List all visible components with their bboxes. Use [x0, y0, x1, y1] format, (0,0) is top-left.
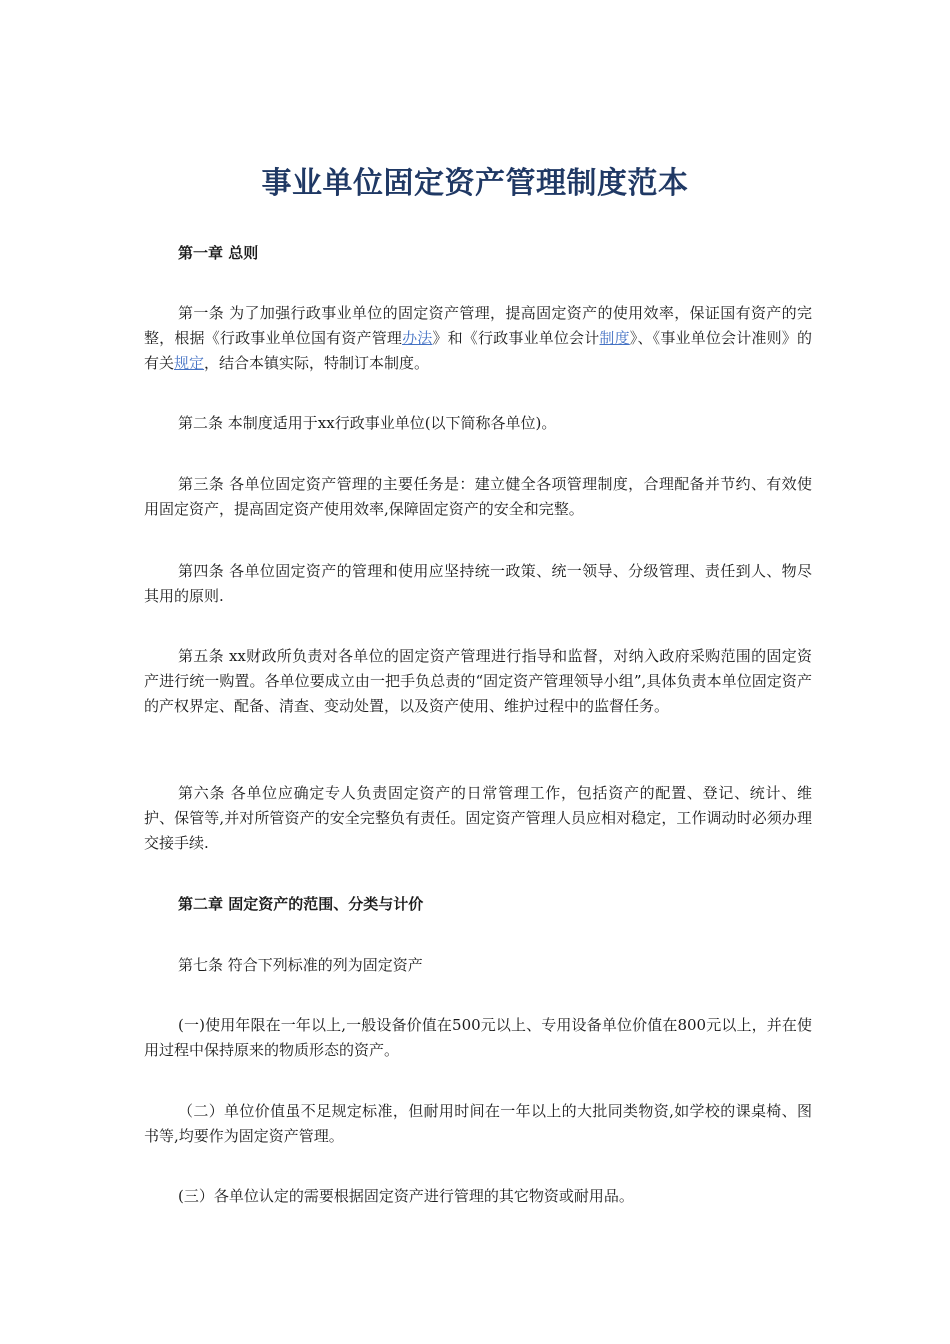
article-3: 第三条 各单位固定资产管理的主要任务是：建立健全各项管理制度，合理配备并节约、有效使用固定资产，提高固定资产使用效率,保障固定资产的安全和完整。: [144, 475, 812, 518]
article-2: 第二条 本制度适用于xx行政事业单位(以下简称各单位)。: [178, 414, 557, 432]
article-6: 第六条 各单位应确定专人负责固定资产的日常管理工作，包括资产的配置、登记、统计、维护、保管等,并对所管资产的安全完整负有责任。固定资产管理人员应相对稳定，工作调动时必须办理交接手续.: [144, 784, 812, 852]
document-title: 事业单位固定资产管理制度范本: [261, 166, 689, 201]
article-1-text-1: 第一条 为了加强行政事业单位的固定资产管理，提高固定资产的使用效率，保证国有资产的完整，根据《行政事业单位国有资产管理: [144, 304, 812, 347]
article-1-text-4: ，结合本镇实际，特制订本制度。: [204, 354, 430, 372]
article-1: [144, 301, 812, 376]
article-1-text-2: 》和《行政事业单位会计: [432, 329, 600, 347]
link-guiding[interactable]: 规定: [174, 354, 205, 372]
article-4: 第四条 各单位固定资产的管理和使用应坚持统一政策、统一领导、分级管理、责任到人、物尽其用的原则.: [144, 562, 812, 605]
article-7-item-3: (三）各单位认定的需要根据固定资产进行管理的其它物资或耐用品。: [178, 1187, 634, 1205]
link-banfa[interactable]: 办法: [402, 329, 433, 347]
chapter-1-heading: 第一章 总则: [178, 244, 259, 262]
article-5: 第五条 xx财政所负责对各单位的固定资产管理进行指导和监督，对纳入政府采购范围的固定资产进行统一购置。各单位要成立由一把手负总责的“固定资产管理领导小组”,具体负责本单位固定资产的产权界定、配备、清查、变动处置，以及资产使用、维护过程中的监督任务。: [144, 647, 812, 715]
article-7: 第七条 符合下列标准的列为固定资产: [178, 956, 423, 974]
chapter-2-heading: 第二章 固定资产的范围、分类与计价: [178, 895, 424, 913]
article-7-item-1: (一)使用年限在一年以上,一般设备价值在500元以上、专用设备单位价值在800元以上，并在使用过程中保持原来的物质形态的资产。: [144, 1016, 812, 1059]
article-1-text-3: 》、《事业单位会计准则》的有关: [144, 329, 812, 372]
link-zhidu[interactable]: 制度: [599, 329, 630, 347]
article-7-item-2: （二）单位价值虽不足规定标准，但耐用时间在一年以上的大批同类物资,如学校的课桌椅、图书等,均要作为固定资产管理。: [144, 1102, 812, 1145]
